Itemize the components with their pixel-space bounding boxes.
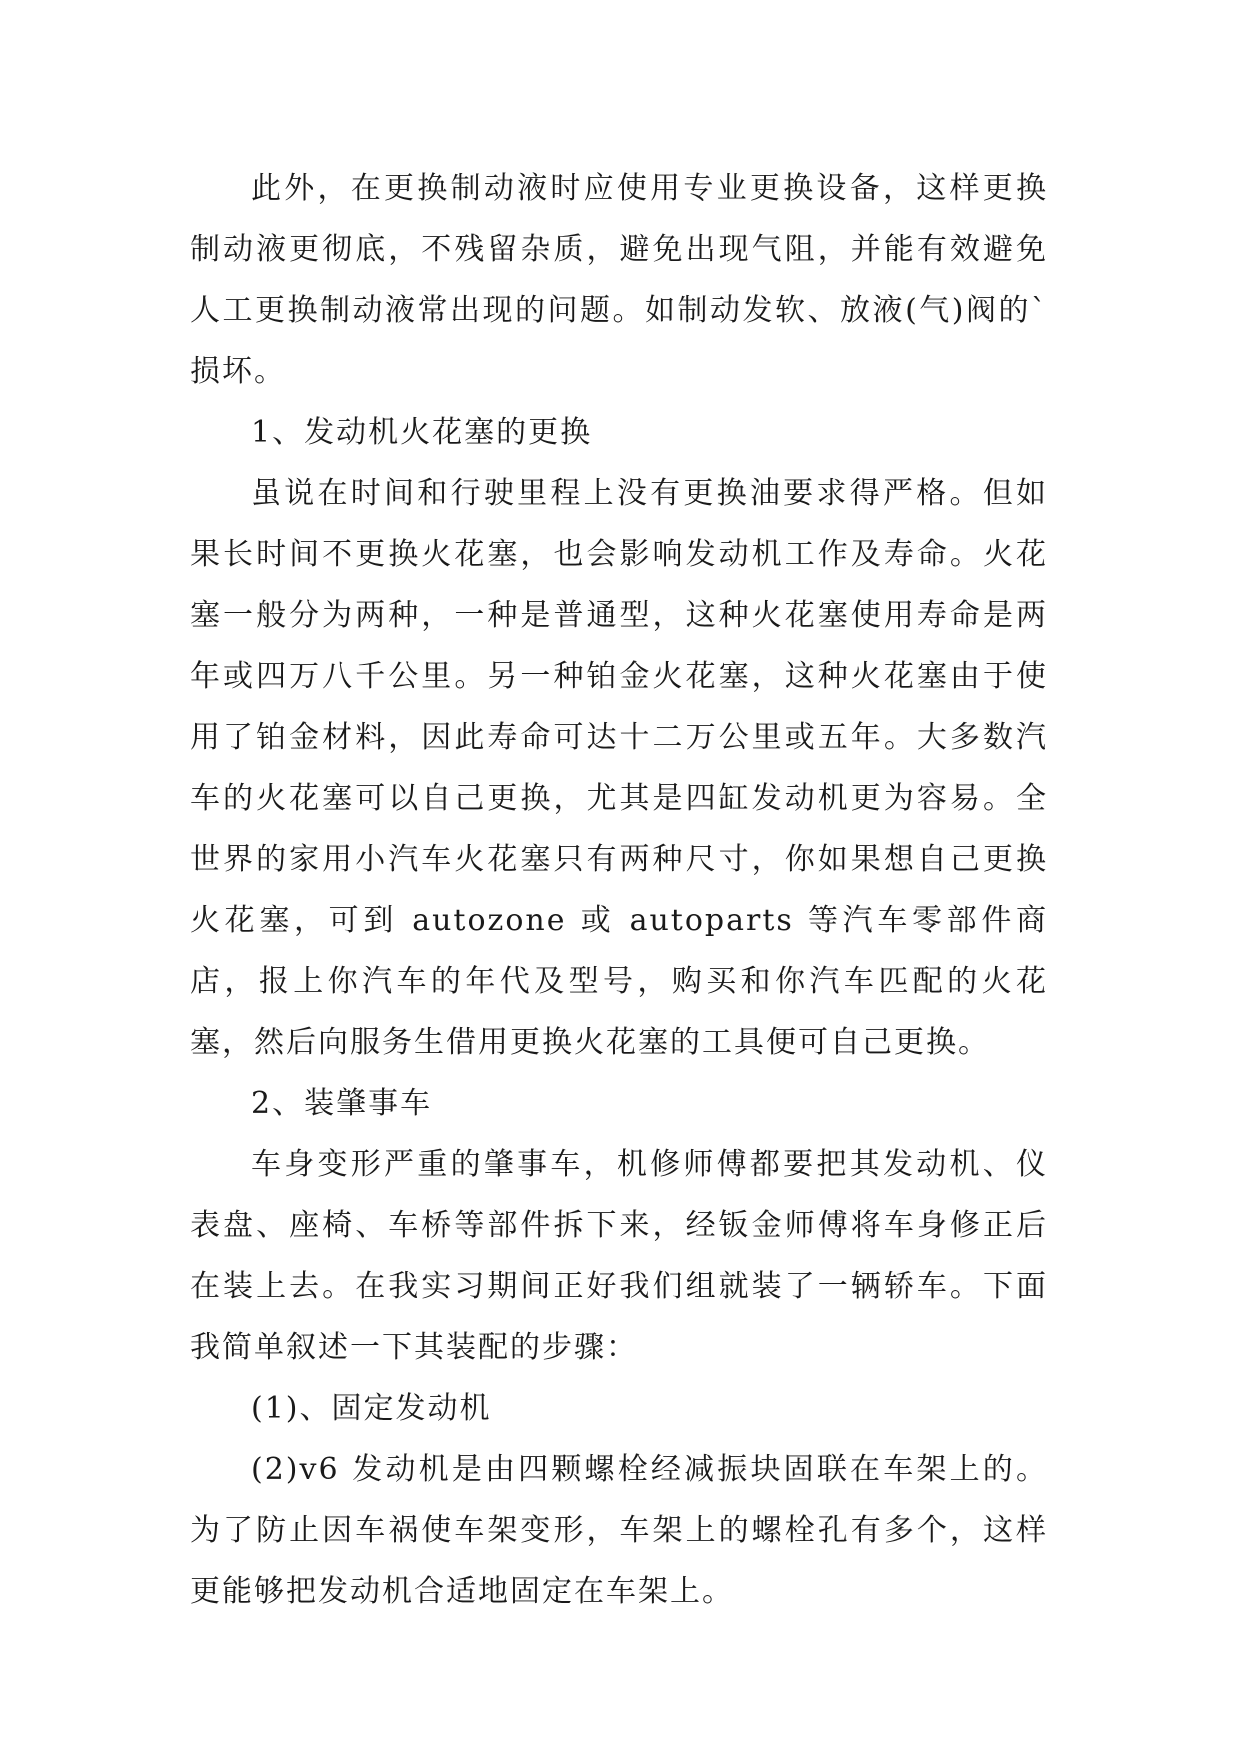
paragraph-spark-plug: 虽说在时间和行驶里程上没有更换油要求得严格。但如果长时间不更换火花塞，也会影响发动机工作及寿命。火花塞一般分为两种，一种是普通型，这种火花塞使用寿命是两年或四万八千公里。另一种铂金火花塞，这种火花塞由于使用了铂金材料，因此寿命可达十二万公里或五年。大多数汽车的火花塞可以自己更换，尤其是四缸发动机更为容易。全世界的家用小汽车火花塞只有两种尺寸，你如果想自己更换火花塞，可到 autozone 或 autoparts 等汽车零部件商店，报上你汽车的年代及型号，购买和你汽车匹配的火花塞，然后向服务生借用更换火花塞的工具便可自己更换。 [190, 476, 1048, 1060]
paragraph-brake-fluid: 此外，在更换制动液时应使用专业更换设备，这样更换制动液更彻底，不残留杂质，避免出现气阻，并能有效避免人工更换制动液常出现的问题。如制动发软、放液(气)阀的`损坏。 [190, 171, 1048, 389]
paragraph-accident-car: 车身变形严重的肇事车，机修师傅都要把其发动机、仪表盘、座椅、车桥等部件拆下来，经钣金师傅将车身修正后在装上去。在我实习期间正好我们组就装了一辆轿车。下面我简单叙述一下其装配的步骤： [190, 1147, 1048, 1365]
heading-accident-car: 2、装肇事车 [251, 1086, 433, 1121]
heading-fix-engine: (1)、固定发动机 [251, 1391, 492, 1426]
document-body [190, 158, 1048, 1622]
paragraph-v6-engine: (2)v6 发动机是由四颗螺栓经减振块固联在车架上的。为了防止因车祸使车架变形，车架上的螺栓孔有多个，这样更能够把发动机合适地固定在车架上。 [190, 1452, 1048, 1609]
heading-spark-plug: 1、发动机火花塞的更换 [251, 415, 593, 450]
